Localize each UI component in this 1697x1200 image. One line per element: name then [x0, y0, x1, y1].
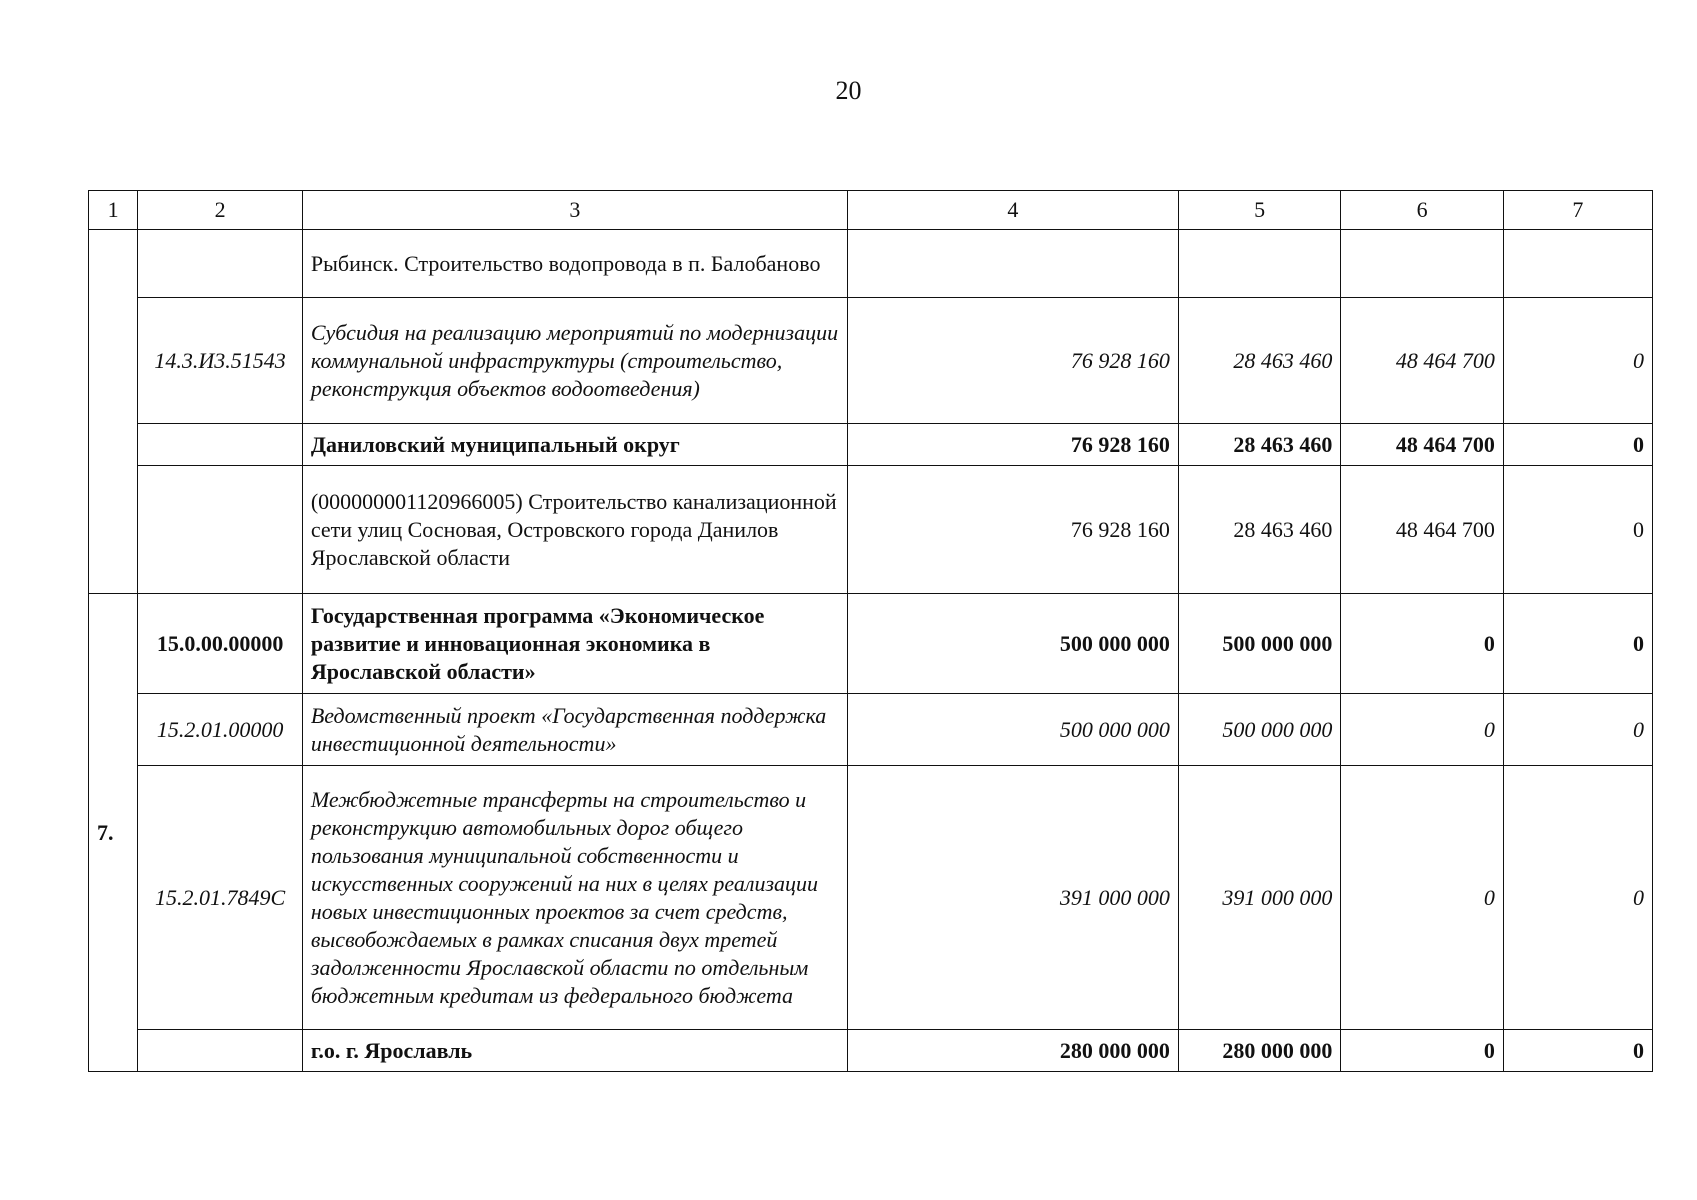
name-cell: Межбюджетные трансферты на строительство и реконструкцию автомобильных дорог общего пользования муниципальной собственности и искусственных сооружений на них в целях реализации новых инвестиционных проектов за счет средств, высвобождаемых в рамках списания двух третей задолженности Ярославской области по отдельным бюджетным кредитам из федерального бюджета: [302, 766, 847, 1030]
name-cell: Даниловский муниципальный округ: [302, 424, 847, 466]
value-cell-5: 28 463 460: [1178, 424, 1340, 466]
name-cell: г.о. г. Ярославль: [302, 1030, 847, 1072]
value-cell-5: 500 000 000: [1178, 694, 1340, 766]
value-cell-5: 500 000 000: [1178, 594, 1340, 694]
budget-table: [88, 190, 1653, 1072]
value-cell-6: 0: [1341, 594, 1503, 694]
row-index-cell: [89, 230, 138, 594]
column-header: 5: [1178, 191, 1340, 230]
header-row: [89, 191, 1653, 230]
table-row: [89, 766, 1653, 1030]
page-number: 20: [835, 76, 862, 105]
code-cell: [138, 230, 303, 298]
value-cell-7: 0: [1503, 424, 1652, 466]
value-cell-4: 76 928 160: [847, 466, 1178, 594]
value-cell-6: [1341, 230, 1503, 298]
code-cell: [138, 466, 303, 594]
value-cell-5: 28 463 460: [1178, 298, 1340, 424]
value-cell-4: [847, 230, 1178, 298]
value-cell-4: 280 000 000: [847, 1030, 1178, 1072]
code-cell: 15.0.00.00000: [138, 594, 303, 694]
name-cell: Ведомственный проект «Государственная поддержка инвестиционной деятельности»: [302, 694, 847, 766]
table-row: [89, 594, 1653, 694]
value-cell-4: 76 928 160: [847, 298, 1178, 424]
value-cell-4: 391 000 000: [847, 766, 1178, 1030]
value-cell-6: 0: [1341, 694, 1503, 766]
value-cell-7: 0: [1503, 594, 1652, 694]
code-cell: [138, 424, 303, 466]
table-row: [89, 1030, 1653, 1072]
column-header: 1: [89, 191, 138, 230]
value-cell-5: 391 000 000: [1178, 766, 1340, 1030]
code-cell: 15.2.01.7849С: [138, 766, 303, 1030]
value-cell-4: 76 928 160: [847, 424, 1178, 466]
value-cell-6: 48 464 700: [1341, 424, 1503, 466]
value-cell-7: 0: [1503, 1030, 1652, 1072]
table-row: [89, 694, 1653, 766]
value-cell-7: 0: [1503, 766, 1652, 1030]
table-row: [89, 466, 1653, 594]
code-cell: 15.2.01.00000: [138, 694, 303, 766]
value-cell-5: 28 463 460: [1178, 466, 1340, 594]
value-cell-4: 500 000 000: [847, 594, 1178, 694]
table-row: [89, 298, 1653, 424]
column-header: 2: [138, 191, 303, 230]
code-cell: 14.3.И3.51543: [138, 298, 303, 424]
table-row: [89, 230, 1653, 298]
value-cell-5: 280 000 000: [1178, 1030, 1340, 1072]
column-header: 7: [1503, 191, 1652, 230]
value-cell-7: 0: [1503, 298, 1652, 424]
name-cell: (000000001120966005) Строительство канализационной сети улиц Сосновая, Островского города Данилов Ярославской области: [302, 466, 847, 594]
value-cell-6: 48 464 700: [1341, 466, 1503, 594]
table-row: [89, 424, 1653, 466]
column-header: 4: [847, 191, 1178, 230]
value-cell-5: [1178, 230, 1340, 298]
row-index-cell: 7.: [89, 594, 138, 1072]
value-cell-7: [1503, 230, 1652, 298]
value-cell-4: 500 000 000: [847, 694, 1178, 766]
value-cell-7: 0: [1503, 694, 1652, 766]
value-cell-6: 0: [1341, 766, 1503, 1030]
column-header: 3: [302, 191, 847, 230]
code-cell: [138, 1030, 303, 1072]
value-cell-6: 48 464 700: [1341, 298, 1503, 424]
name-cell: Рыбинск. Строительство водопровода в п. Балобаново: [302, 230, 847, 298]
name-cell: Субсидия на реализацию мероприятий по модернизации коммунальной инфраструктуры (строительство, реконструкция объектов водоотведения): [302, 298, 847, 424]
value-cell-6: 0: [1341, 1030, 1503, 1072]
name-cell: Государственная программа «Экономическое развитие и инновационная экономика в Ярославской области»: [302, 594, 847, 694]
column-header: 6: [1341, 191, 1503, 230]
value-cell-7: 0: [1503, 466, 1652, 594]
